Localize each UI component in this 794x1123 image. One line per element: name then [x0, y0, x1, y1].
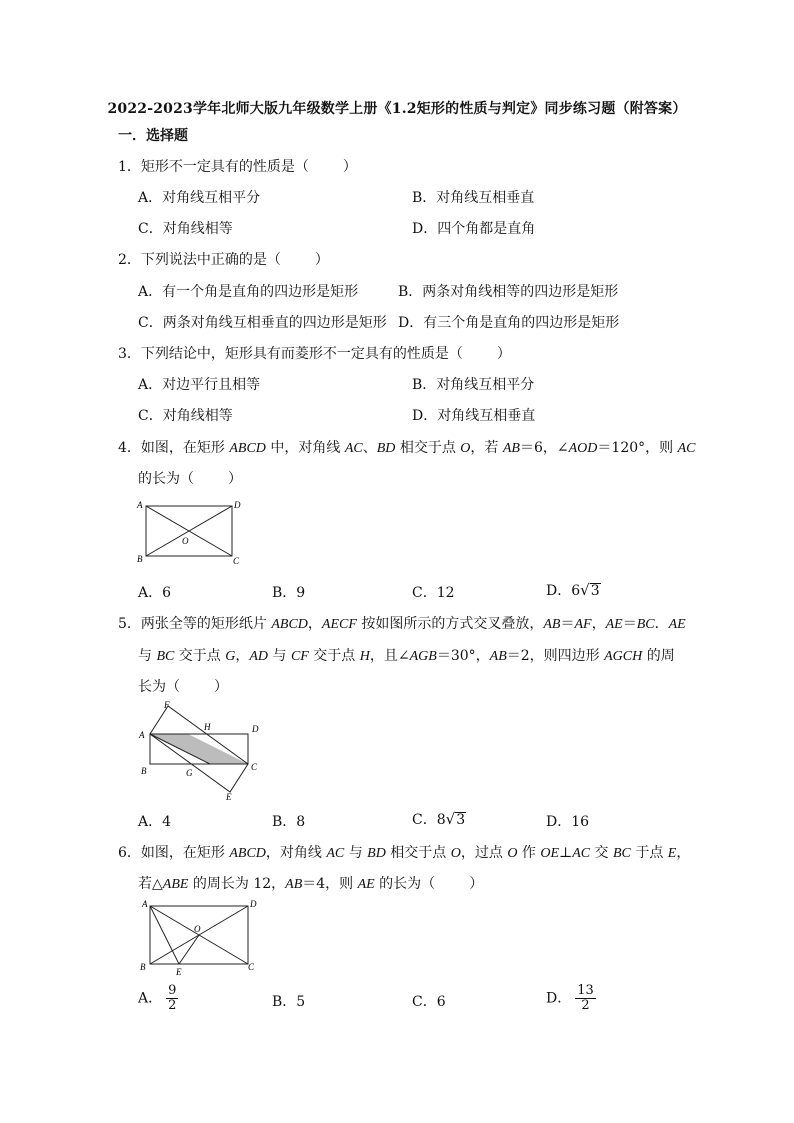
q4-option-d[interactable]: D．6√3	[546, 581, 600, 599]
q2-option-b[interactable]: B．两条对角线相等的四边形是矩形	[398, 284, 619, 300]
q5-label-g: G	[186, 768, 193, 778]
q4-label-a: A	[137, 500, 143, 510]
q4-label-c: C	[233, 556, 240, 566]
q6-label-a: A	[142, 899, 148, 909]
question-2-stem: 2．下列说法中正确的是（ ）	[118, 252, 329, 268]
q5-option-c[interactable]: C．8√3	[412, 810, 466, 828]
q3-option-a[interactable]: A．对边平行且相等	[138, 377, 261, 393]
q4-rectangle-figure	[134, 496, 246, 568]
question-5-stem-line2: 与 BC 交于点 G，AD 与 CF 交于点 H，且∠AGB＝30°，AB＝2，则四边形 AGCH 的周	[138, 648, 675, 664]
page-title: 2022-2023学年北师大版九年级数学上册《1.2矩形的性质与判定》同步练习题（附答案）	[107, 101, 687, 117]
q2-option-a[interactable]: A．有一个角是直角的四边形是矩形	[138, 284, 359, 300]
section-heading: 一．选择题	[118, 128, 188, 144]
q3-option-d[interactable]: D．对角线互相垂直	[412, 408, 536, 424]
q5-overlap-figure	[136, 698, 266, 804]
q5-label-b: B	[141, 766, 147, 776]
q5-label-d: D	[252, 724, 259, 734]
q5-label-e: E	[226, 792, 232, 802]
q6-label-c: C	[248, 962, 255, 972]
q6-label-d: D	[250, 899, 257, 909]
question-5-stem-line3: 长为（ ）	[138, 679, 228, 695]
q5-label-a: A	[139, 730, 145, 740]
q4-label-o: O	[182, 536, 189, 546]
q3-option-b[interactable]: B．对角线互相平分	[412, 377, 535, 393]
q6-option-a[interactable]: A． $\frac{9}{2}$	[138, 983, 177, 1013]
q2-option-d[interactable]: D．有三个角是直角的四边形是矩形	[398, 315, 620, 331]
q4-option-b[interactable]: B．9	[272, 585, 306, 601]
question-4-stem-line2: 的长为（ ）	[138, 471, 242, 487]
q5-label-c: C	[251, 762, 258, 772]
question-1-stem: 1．矩形不一定具有的性质是（ ）	[118, 159, 357, 175]
q1-option-b[interactable]: B．对角线互相垂直	[412, 190, 535, 206]
q1-option-d[interactable]: D．四个角都是直角	[412, 221, 536, 237]
question-3-stem: 3．下列结论中，矩形具有而菱形不一定具有的性质是（ ）	[118, 346, 511, 362]
q4-label-d: D	[234, 500, 241, 510]
q6-rectangle-figure	[136, 898, 260, 978]
q1-option-a[interactable]: A．对角线互相平分	[138, 190, 261, 206]
question-5-stem: 5．两张全等的矩形纸片 ABCD，AECF 按如图所示的方式交叉叠放，AB＝AF，AE＝BC．AE	[118, 616, 686, 632]
q6-option-c[interactable]: C．6	[412, 994, 446, 1010]
q3-option-c[interactable]: C．对角线相等	[138, 408, 233, 424]
q6-option-b[interactable]: B．5	[272, 994, 306, 1010]
q6-label-b: B	[140, 962, 146, 972]
q4-option-a[interactable]: A．6	[138, 585, 172, 601]
q5-label-h: H	[204, 722, 211, 732]
q4-label-b: B	[137, 554, 143, 564]
q5-option-b[interactable]: B．8	[272, 814, 306, 830]
question-4-stem: 4．如图，在矩形 ABCD 中，对角线 AC、BD 相交于点 O，若 AB＝6，∠AOD＝120°，则 AC	[118, 440, 696, 456]
q6-option-d[interactable]: D． $\frac{13}{2}$	[546, 983, 594, 1013]
q4-option-c[interactable]: C．12	[412, 585, 455, 601]
q1-option-c[interactable]: C．对角线相等	[138, 221, 233, 237]
q5-option-d[interactable]: D．16	[546, 814, 590, 830]
q2-option-c[interactable]: C．两条对角线互相垂直的四边形是矩形	[138, 315, 387, 331]
q5-label-f: F	[164, 700, 170, 710]
question-6-stem: 6．如图，在矩形 ABCD，对角线 AC 与 BD 相交于点 O，过点 O 作 OE⊥AC 交 BC 于点 E，	[118, 845, 691, 861]
q6-label-o: O	[194, 924, 201, 934]
q6-label-e: E	[176, 967, 182, 977]
question-6-stem-line2: 若△ABE 的周长为 12，AB＝4，则 AE 的长为（ ）	[138, 876, 484, 892]
q5-option-a[interactable]: A．4	[138, 814, 172, 830]
